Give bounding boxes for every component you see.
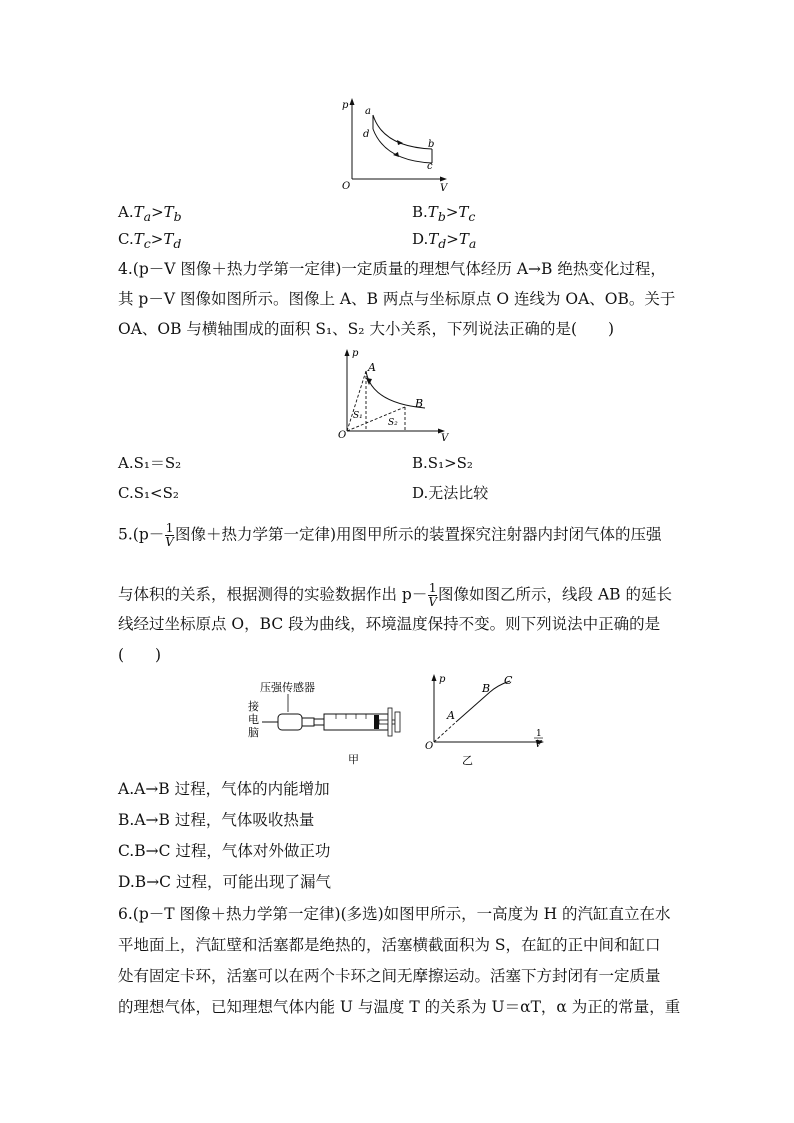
q3-label-a: a — [365, 106, 371, 117]
q5-apparatus-figure — [240, 678, 415, 770]
q5-plunger-rod — [379, 720, 395, 724]
q6-stem-line-3: 处有固定卡环，活塞可以在两个卡环之间无摩擦运动。活塞下方封闭有一定质量 — [118, 967, 661, 985]
q5-option-b: B.A→B 过程，气体吸收热量 — [118, 811, 315, 829]
q5-inline-fraction-1: $\frac{1}{V}$ — [165, 521, 174, 549]
q3-arrow-cd — [393, 152, 399, 157]
q6-stem-line-4: 的理想气体，已知理想气体内能 U 与温度 T 的关系为 U＝αT，α 为正的常量，重 — [118, 998, 681, 1016]
q5-label-x-den: V — [535, 740, 542, 750]
q3-curve-dc — [373, 129, 435, 163]
q5-option-c: C.B→C 过程，气体对外做正功 — [118, 842, 331, 860]
q5-label-A: A — [447, 709, 455, 722]
q4-option-b: B.S₁>S₂ — [412, 454, 473, 472]
q4-option-d: D.无法比较 — [412, 484, 489, 502]
q4-stem-line-3: OA、OB 与横轴围成的面积 S₁、S₂ 大小关系，下列说法正确的是( ) — [118, 320, 615, 338]
q6-stem-line-2: 平地面上，汽缸壁和活塞都是绝热的，活塞横截面积为 S，在缸的正中间和缸口 — [118, 936, 661, 954]
q5-stem-line-2: 与体积的关系，根据测得的实验数据作出 p－ $\frac{1}{V}$ 图像如图乙所示，线段 AB 的延长 — [118, 581, 672, 609]
q4-pv-diagram — [335, 345, 460, 445]
q5-flange — [388, 708, 392, 736]
q6-stem-line-1: 6.(p－T 图像＋热力学第一定律)(多选)如图甲所示，一高度为 H 的汽缸直立在水 — [118, 905, 671, 923]
q4-line-OA — [347, 371, 366, 431]
q4-label-B: B — [415, 397, 424, 410]
q5-label-p: p — [439, 674, 446, 685]
q5-computer-label-1: 接 — [248, 700, 259, 713]
q5-label-B: B — [482, 682, 491, 695]
q5-computer-label-2: 电 — [248, 713, 259, 726]
q5-option-a: A.A→B 过程，气体的内能增加 — [118, 780, 330, 798]
q3-p-axis-arrow — [350, 98, 355, 105]
q5-segment-AB — [456, 692, 490, 722]
q5-p-invV-graph — [422, 670, 552, 770]
q3-option-d: $D.T_d>T_a$ — [412, 230, 477, 251]
q5-sensor-label: 压强传感器 — [260, 681, 315, 694]
q5-inline-fraction-2: $\frac{1}{V}$ — [428, 581, 438, 609]
q3-option-c: $C.T_c>T_d$ — [118, 230, 182, 251]
q3-label-b: b — [428, 139, 435, 150]
q5-stem-line-4: ( ) — [118, 646, 162, 664]
q4-label-p: p — [352, 348, 359, 359]
q4-option-c: C.S₁<S₂ — [118, 484, 179, 502]
q3-label-c: c — [427, 161, 433, 172]
q4-label-S2: S₂ — [388, 418, 398, 428]
q4-label-O: O — [338, 430, 347, 441]
q5-stem-line-1: 5.(p－ $\frac{1}{V}$ 图像＋热力学第一定律)用图甲所示的装置探究注射器内封闭气体的压强 — [118, 521, 662, 549]
q3-label-O: O — [342, 181, 351, 192]
q5-label-O: O — [425, 741, 434, 752]
q5-caption-jia: 甲 — [348, 753, 359, 766]
q4-stem-line-2: 其 p－V 图像如图所示。图像上 A、B 两点与坐标原点 O 连线为 OA、OB。关于 — [118, 290, 676, 308]
q5-extension-OA — [434, 722, 456, 742]
q3-option-a: $A.T_a>T_b$ — [118, 203, 182, 224]
q5-plunger-head — [395, 712, 400, 732]
q4-option-a: A.S₁＝S₂ — [118, 454, 182, 472]
q5-option-d: D.B→C 过程，可能出现了漏气 — [118, 873, 331, 891]
q3-option-b: $B.T_b>T_c$ — [412, 203, 476, 224]
q4-stem-line-1: 4.(p－V 图像＋热力学第一定律)一定质量的理想气体经历 A→B 绝热变化过程， — [118, 260, 666, 278]
q5-p-axis-arrow — [432, 674, 437, 681]
q4-label-S1: S₁ — [353, 411, 363, 421]
q5-stem-line-3: 线经过坐标原点 O，BC 段为曲线，环境温度保持不变。则下列说法中正确的是 — [118, 615, 661, 633]
q3-v-axis-arrow — [440, 177, 447, 182]
q5-label-x-num: 1 — [536, 729, 542, 739]
q5-computer-label-3: 脑 — [248, 726, 259, 739]
q5-label-C: C — [504, 674, 513, 687]
q4-p-axis-arrow — [345, 349, 350, 356]
q5-connector — [302, 718, 314, 726]
q5-caption-yi: 乙 — [462, 754, 473, 767]
q5-syringe-tip — [314, 719, 324, 725]
q4-label-A: A — [368, 361, 376, 374]
q5-pressure-sensor — [278, 714, 302, 730]
q3-pv-diagram — [335, 95, 460, 195]
q3-label-d: d — [363, 129, 370, 140]
q3-label-p: p — [342, 100, 349, 111]
q3-label-V: V — [440, 183, 448, 194]
q4-label-V: V — [441, 433, 449, 444]
q5-piston — [374, 715, 379, 729]
